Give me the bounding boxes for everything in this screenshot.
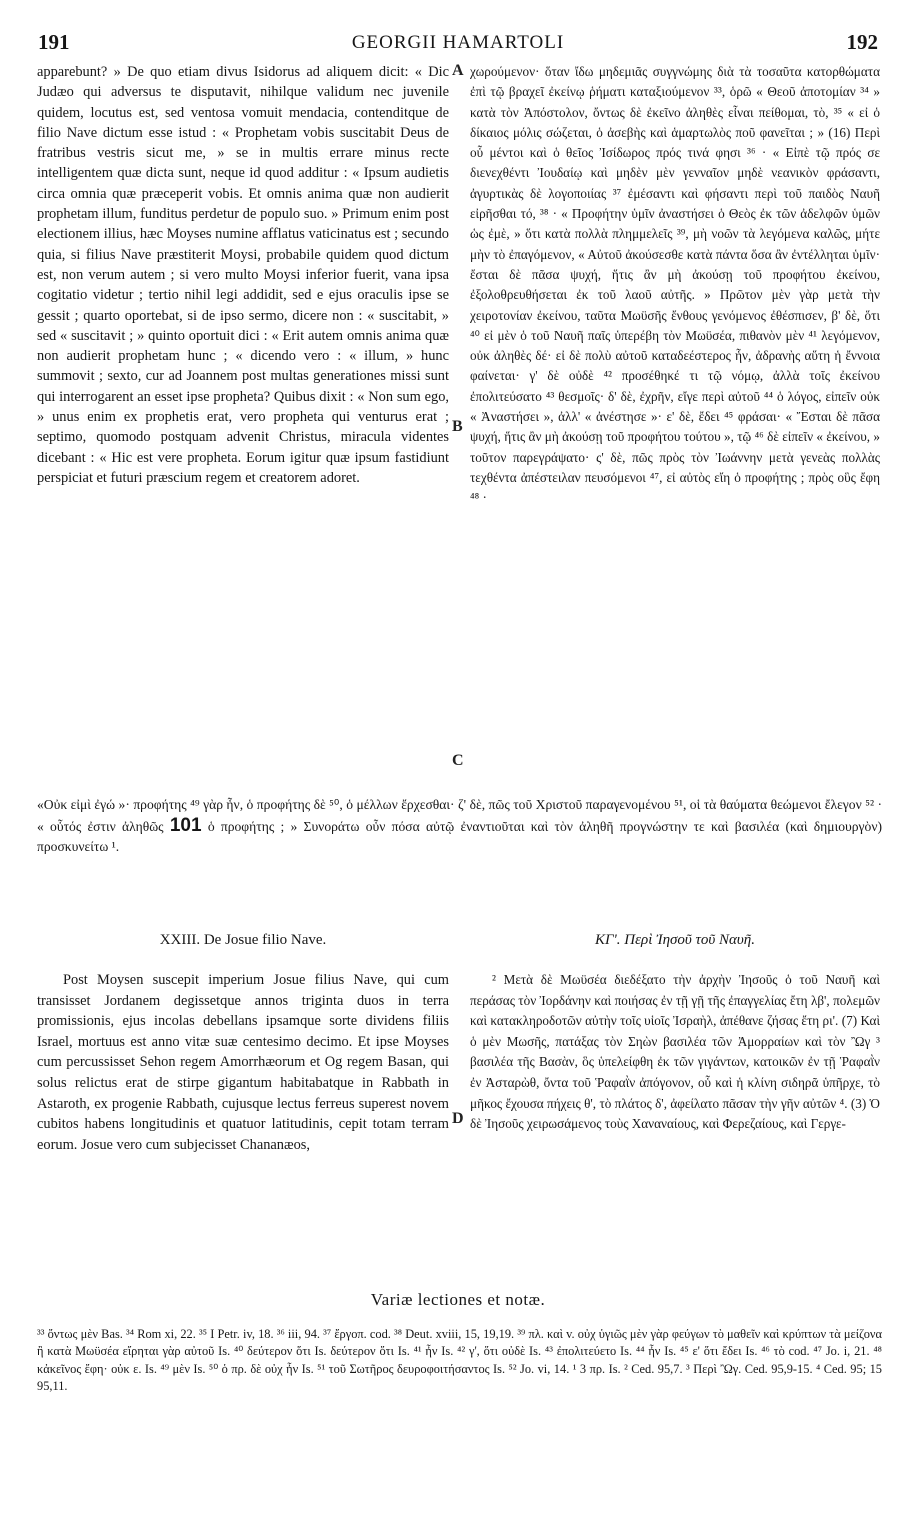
footnote-text: ³³ ὄντως μὲν Bas. ³⁴ Rom xi, 22. ³⁵ I Petr. iv, 18. ³⁶ iii, 94. ³⁷ ἔργοπ. cod. ³⁸ Deut. xviii, 15, 19,19. ³⁹ πλ. καὶ v. οὐχ ὑγιῶς μὲν γὰρ φεύγων τὸ μαθεῖν καὶ κρύπτων τὰ μείζονα ἢ κατὰ Μωϋσέα εἴρηται γὰρ αὐτοῦ Is. ⁴⁰ δεύτερον ὅτι Is. δεύτερον ὅτι Is. ⁴¹ ἦν Is. ⁴² γ', ὅτι οὐδὲ Is. ⁴³ ἐπολιτεύετο Is. ⁴⁴ ἦν Is. ⁴⁵ ε' ὅτι ἔδει Is. ⁴⁶ τὸ cod. ⁴⁷ Jo. i, 21. ⁴⁸ κἀκεῖνος ἔφη· οὐκ ε. Is. ⁴⁹ μὲν Is. ⁵⁰ ὁ πρ. δὲ οὐχ ἦν Is. ⁵¹ τοῦ Σωτῆρος δευροφοιτήσαντος Is. ⁵² Jo. vi, 14. ¹ 3 πρ. Is. ² Ced. 95,7. ³ Περὶ Ὢγ. Ced. 95,9-15. ⁴ Ced. 95; 15 95,11. <box>37 1327 882 1394</box>
latin-paragraph: apparebunt? » De quo etiam divus Isidorus ad aliquem dicit: « Dic Judæo qui adversus te disputavit, nihilque validum nec juvenile quidem, locutus est, sed ventosa vomuit mendacia, contenditque de filio Nave dictum esse istud : « Prophetam vobis suscitabit Deus de fratribus vestris sicut me, » se in multis errare minus recte intelligentem quæ dicta sunt, neque id quod additur : « Ipsum audietis circa omnia quæ præceperit vobis. Et omnis anima quæ non audierit prophetam illum, funditus perdetur de populo suo. » Primum enim post electionem illius, hæc Moyses numine afflatus vaticinatus est ; secundo quia, si filius Nave præstiterit Moysi, probabile quidem quod dictum est, non verum autem ; si vero multo Moysi inferior fuerit, vana ipsa cogitatio videtur ; tertio nihil legi addidit, sed e ejus oraculis ipse se gessit ; quarto oportebat, si de ipso sermo, dicere non : « suscitabit, » sed « suscitavit ; » quinto oportuit dici : « Erit autem omnis anima quæ non audierit prophetam hunc ; « dicendo vero : « illum, » hunc summovit ; sexto, cur ad Joannem post multas generationes missi sunt qui interrogarent an esset ipse propheta? Quibus dixit : « Non sum ego, » unus enim ex prophetis erat, vero propheta qui venturus erat ; septimo, quomodo postquam advenit Christus, miracula videntes dicebant : « Hic est vere propheta. Eorum igitur quæ ipsum fastidiunt perspiciat et futuri præscium regem et creatorem adoret. <box>37 64 449 486</box>
variae-lectiones-title: Variæ lectiones et notæ. <box>370 1290 546 1309</box>
greek-column-section <box>470 970 880 1272</box>
running-header <box>30 30 886 56</box>
latin-column-top <box>37 62 449 790</box>
running-title: GEORGII HAMARTOLI <box>351 32 565 53</box>
footnotes <box>37 1326 882 1396</box>
greek-column-top <box>470 62 880 802</box>
latin-column-section <box>37 970 449 1272</box>
greek-section-paragraph: ² Μετὰ δὲ Μωϋσέα διεδέξατο τὴν ἀρχὴν Ἰησοῦς ὁ τοῦ Ναυῆ καὶ περάσας τὸν Ἰορδάνην καὶ ποιήσας ἐν τῇ γῇ τῆς ἐπαγγελίας ἔτη λβ', πολεμῶν καὶ κατακληροδοτῶν αὐτὴν τοῖς υἱοῖς Ἰσραὴλ, ἀπέθανε ζήσας ἔτη ρι'. (7) Καὶ ὁ μὲν Μωσῆς, πατάξας τὸν Σηὼν βασιλέα τῶν Ἀμορραίων καὶ τὸν Ὢγ ³ βασιλέα τῆς Βασὰν, ὃς ὑπελείφθη ἐκ τῶν γιγάντων, κατοικῶν ἐν τῇ Ῥαφαῒν ἐν Ἀσταρὼθ, ὄντα τοῦ Ῥαφαῒν ἀπόγονον, οὗ καὶ ἡ κλίνη σιδηρᾶ ὑπῆρχε, τὸ μῆκος ἔχουσα πήχεις θ', τὸ πλάτος δ', ἀφείλατο πᾶσαν τὴν γῆν αὐτῶν ⁴. (3) Ὁ δὲ Ἰησοῦς χειρωσάμενος τοὺς Χαναναίους, καὶ Φερεζαίους, καὶ Γεργε- <box>470 972 880 1132</box>
full-width-greek <box>37 795 882 858</box>
margin-marker-b: B <box>452 418 463 435</box>
inline-column-number: 101 <box>169 814 202 836</box>
margin-marker-c: C <box>452 752 464 769</box>
left-page-number: 191 <box>38 30 70 54</box>
full-width-text-after: ὁ προφήτης ; » Συνοράτω οὖν πόσα αὐτῷ ἐναντιοῦται καὶ τὸν ἀληθῆ προγνώστην τε καὶ βασιλέα (καὶ δημιουργὸν) προσκυνείτω ¹. <box>37 818 883 854</box>
right-page-number: 192 <box>846 30 878 54</box>
greek-section-title: ΚΓ'. Περὶ Ἰησοῦ τοῦ Ναυῆ. <box>595 932 755 948</box>
margin-marker-d: D <box>452 1110 464 1127</box>
margin-marker-a: A <box>452 62 464 79</box>
full-width-text-before: «Οὐκ εἰμὶ ἐγώ »· προφήτης ⁴⁹ γὰρ ἦν, ὁ προφήτης δὲ ⁵⁰, ὁ μέλλων ἔρχεσθαι· ζ' δὲ, πῶς τοῦ Χριστοῦ παραγενομένου ⁵¹, οἱ τὰ θαύματα θεώμενοι ἔλεγον ⁵² · « οὗτός ἐστιν ἀληθῶς <box>37 797 882 834</box>
greek-paragraph: χωρούμενον· ὅταν ἴδω μηδεμιᾶς συγγνώμης διὰ τὰ τοσαῦτα κατορθώματα ἐπὶ τῷ βραχεῖ ἐκείνῳ ῥήματι καταξιούμενον ³³, ὁρῶ « Θεοῦ ἀποτομίαν ³⁴ » κατὰ τὸν Ἀπόστολον, ὄντως δὲ ἐκεῖνο ἀληθὲς εἶναι πείθομαι, τὸ, ³⁵ « εἰ ὁ δίκαιος μόλις σώζεται, ὁ ἀσεβὴς καὶ ἁμαρτωλὸς ποῦ φανεῖται ; » (16) Περὶ οὗ μέντοι καὶ ὁ θεῖος Ἰσίδωρος πρός τινά φησι ³⁶ · « Εἰπὲ τῷ πρός σε διενεχθέντι Ἰουδαίῳ καὶ μηδὲν μὲν γενναῖον μηδὲ νεανικὸν φράσαντι, ἀγυρτικὰς δὲ λογοποιίας ³⁷ ἐμέσαντι καὶ φήσαντι περὶ τοῦ παιδὸς Ναυῆ εἰρῆσθαι τό, ³⁸ · « Προφήτην ὑμῖν ἀναστήσει ὁ Θεὸς ἐκ τῶν ἀδελφῶν ὑμῶν ὡς ἐμὲ, » ὅτι κατὰ πολλὰ πλημμελεῖς ³⁹, μὴ νοῶν τὰ λεγόμενα καλῶς, μήτε μὴν τὸ ἐπαγόμενον, « Αὐτοῦ ἀκούσεσθε κατὰ πάντα ὅσα ἂν ἐντέλληται ὑμῖν· ἔσται δὲ πᾶσα ψυχή, ἥτις ἂν μὴ ἀκούσῃ τοῦ προφήτου ἐκείνου, ἐξολοθρευθήσεται ἐκ τοῦ λαοῦ αὐτῆς. » Πρῶτον μὲν γὰρ μετὰ τὴν χειροτονίαν ἐκείνου, ταῦτα Μωϋσῆς ἔνθους γενόμενος ἐθέσπισεν, β' δὲ, ὅτι ⁴⁰ εἰ μὲν ὁ τοῦ Ναυῆ παῖς ὑπερέβη τὸν Μωϋσέα, πιθανὸν μὲν ⁴¹ λεγόμενον, οὐκ ἀληθὲς δέ· εἰ δὲ πολὺ αὐτοῦ καταδεέστερος ἦν, ἀδρανὴς αὕτη ἡ ἔννοια φαίνεται· γ' δὲ οὐδὲ ⁴² προσέθηκέ τι τῷ νόμῳ, ἀλλὰ τοῖς ἐκείνου ἐπολιτεύσατο ⁴³ θεσμοῖς· δ' δὲ, ἐχρῆν, εἴγε περὶ αὐτοῦ ⁴⁴ ὁ λόγος, εἰπεῖν οὐκ « Ἀναστήσει », ἀλλ' « ἀνέστησε »· ε' δὲ, ἔδει ⁴⁵ φράσαι· « Ἔσται δὲ πᾶσα ψυχή, ἥτις ἂν μὴ ἀκούσῃ τοῦ προφήτου τούτου », τῷ ⁴⁶ δὲ εἰπεῖν « ἐκείνου, » τοῦτον παρεγράψατο· ς' δὲ, πῶς πρὸς τὸν Ἰωάννην μετὰ γενεὰς πολλὰς τεχθέντα ἀπέστειλαν πευσόμενοι ⁴⁷, εἰ αὐτὸς εἴη ὁ προφήτης ; πρὸς οὓς ἔφη ⁴⁸ · <box>470 64 880 506</box>
latin-section-paragraph: Post Moysen suscepit imperium Josue filius Nave, qui cum transisset Jordanem degissetque annos triginta duos in terra promissionis, ejus incolas debellans ipsamque sorte dividens filiis Israel, mortuus est anno vitæ suæ centesimo decimo. Et ipse Moyses cum percussisset Sehon regem Amorrhæorum et Og regem Basan, qui solus relictus erat de stirpe gigantum habitabatque in Rabbath in Astaroth, ex progenie Rabbath, cujusque lectus ferreus superest novem cubitos habens longitudinis et quatuor latitudinis, cepit totam terram eorum. Josue vero cum subjecisset Chananæos, <box>37 972 449 1153</box>
latin-section-title: XXIII. De Josue filio Nave. <box>159 932 327 948</box>
